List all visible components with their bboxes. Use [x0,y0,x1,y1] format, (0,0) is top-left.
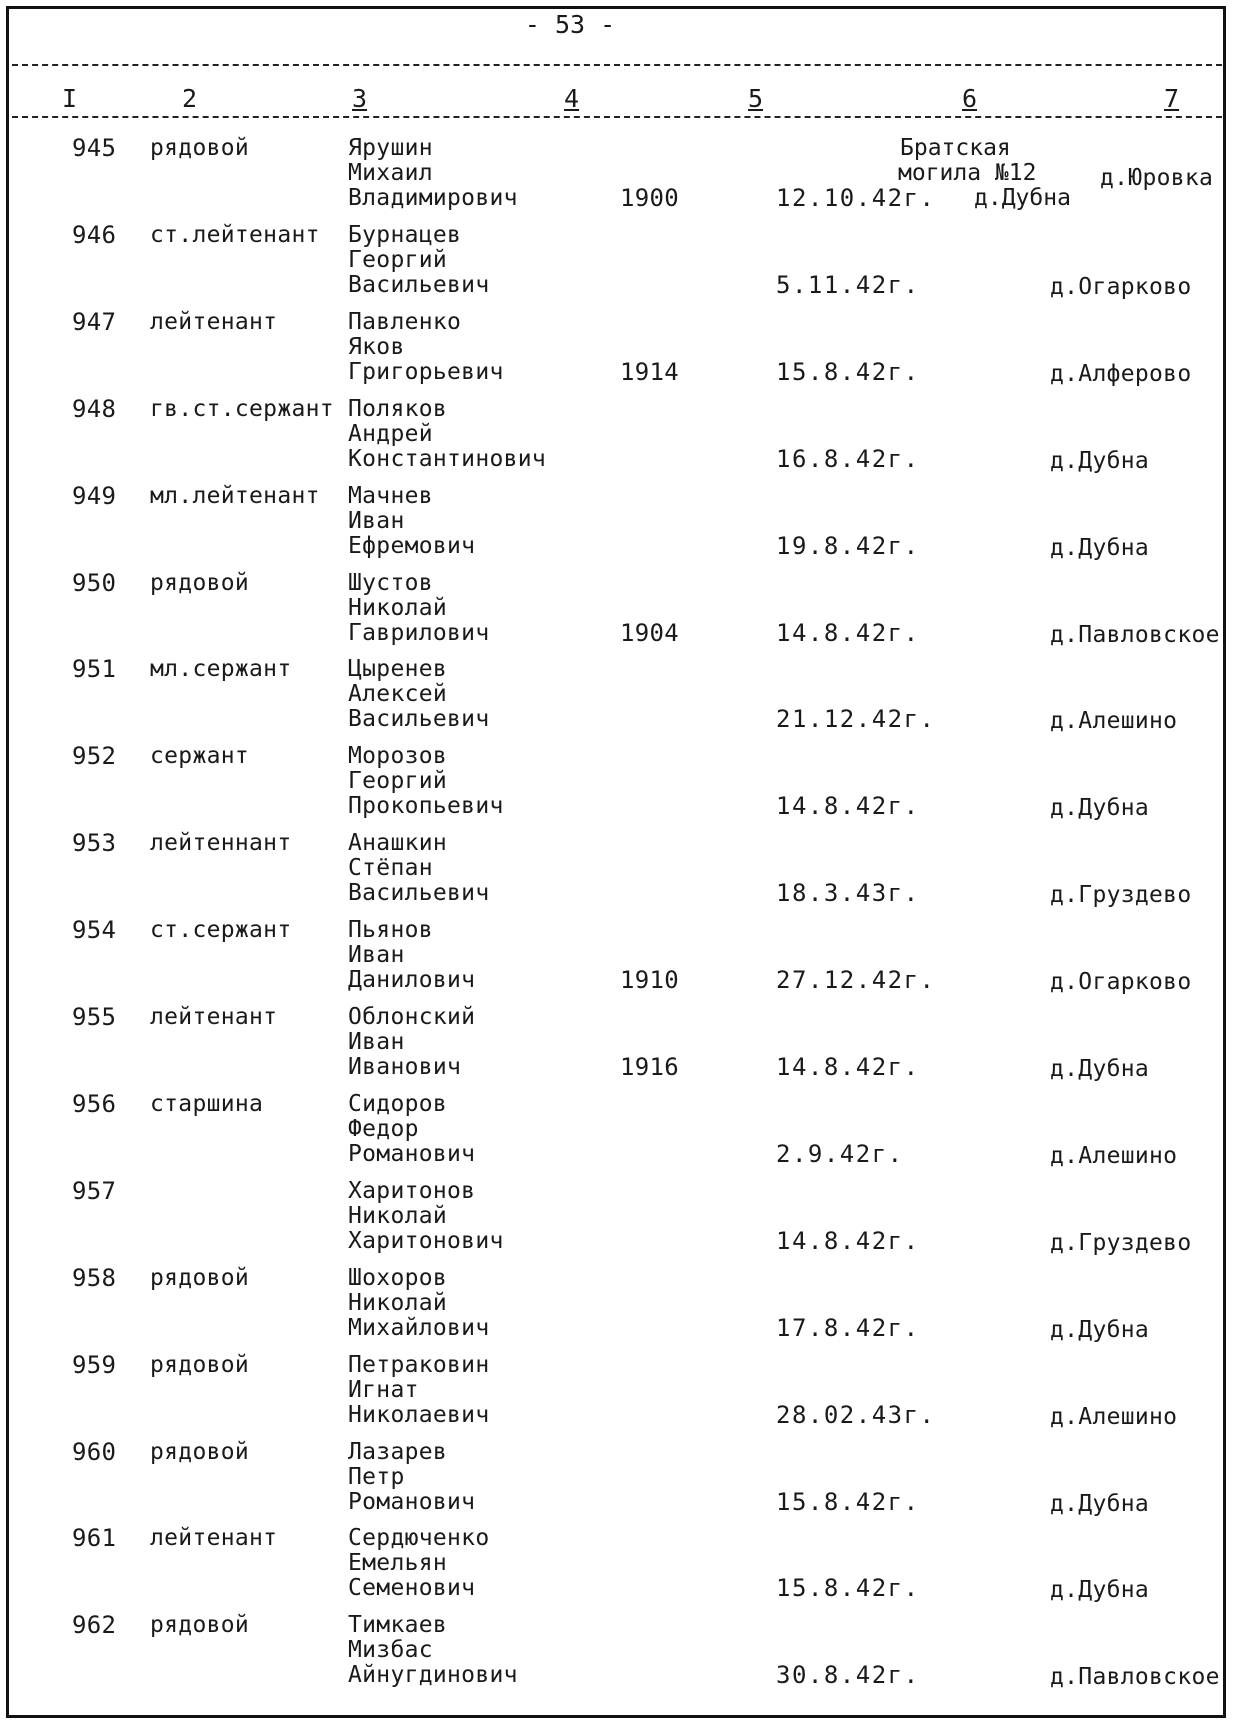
name-first: Николай [348,594,448,621]
rank: рядовой [150,1612,250,1639]
death-date: 21.12.42г. [776,705,936,734]
column-number-7: 7 [1164,84,1180,113]
name-first: Федор [348,1115,419,1142]
table-row [0,219,1236,307]
death-date: 12.10.42г. [776,184,936,212]
death-date: 17.8.42г. [776,1313,920,1342]
name-surname: Поляков [348,395,448,422]
name-first: Емельян [348,1550,448,1577]
column-number-6: 6 [962,84,978,113]
name-surname: Тимкаев [348,1612,448,1639]
death-date: 14.8.42г. [776,792,920,821]
full-name [348,1353,489,1428]
full-name [348,1266,489,1341]
full-name [348,1005,475,1080]
name-patronymic: Семенович [348,1575,476,1602]
full-name [348,484,475,559]
full-name [348,918,475,993]
place: д.Груздево [1050,1229,1192,1256]
rank: рядовой [150,135,250,161]
full-name [348,744,504,819]
name-patronymic: Ефремович [348,532,476,559]
name-patronymic: Михайлович [348,1314,490,1341]
column-number-4: 4 [564,84,580,113]
place: д.Огарково [1050,969,1192,996]
record-number: 952 [72,742,117,771]
page-number: - 53 - [524,10,616,39]
rank: сержант [150,743,250,770]
rank: гв.ст.сержант [150,395,334,422]
full-name [348,657,489,732]
record-number: 950 [72,568,117,597]
table-row [0,306,1236,394]
place: д.Алешино [1050,708,1178,735]
name-patronymic: Константинович [348,445,547,472]
record-number: 947 [72,307,117,336]
rank: ст.лейтенант [150,221,320,248]
name-surname: Цыренев [348,656,448,683]
name-surname: Павленко [348,308,462,335]
name-first: Георгий [348,246,448,273]
place: д.Дубна [1050,1056,1150,1082]
record-number: 945 [72,134,117,162]
name-first: Мизбас [348,1637,433,1664]
column-number-5: 5 [748,84,764,113]
record-number: 957 [72,1176,117,1205]
name-surname: Лазарев [348,1438,448,1465]
rank: старшина [150,1090,264,1117]
column-number-3: 3 [352,84,368,113]
place: д.Груздево [1050,882,1192,909]
place: д.Дубна [1050,447,1150,474]
table-row [0,567,1236,655]
name-patronymic: Васильевич [348,706,490,733]
rank: мл.лейтенант [150,482,320,509]
table-row [0,132,1236,220]
name-surname: Ярушин [348,135,433,161]
death-date: 16.8.42г. [776,444,920,473]
name-patronymic: Романович [348,1488,476,1515]
name-first: Николай [348,1202,448,1229]
header-divider-top [12,64,1222,66]
death-date: 14.8.42г. [776,618,920,647]
table-row [0,740,1236,828]
birth-year: 1904 [620,618,679,647]
name-first: Яков [348,333,405,360]
name-surname: Мачнев [348,482,433,509]
rank: рядовой [150,569,250,596]
header-divider-bottom [12,116,1222,118]
full-name [348,831,489,906]
burial-note-line1: Братская [900,135,1011,161]
record-number: 954 [72,916,117,945]
rank: ст.сержант [150,917,292,944]
record-number: 949 [72,481,117,510]
name-surname: Сердюченко [348,1525,490,1552]
record-number: 946 [72,220,117,249]
death-date: 5.11.42г. [776,270,920,299]
death-date: 27.12.42г. [776,966,936,995]
rank: лейтенант [150,1004,278,1030]
death-date: 14.8.42г. [776,1226,920,1255]
rank: рядовой [150,1264,250,1291]
record-number: 953 [72,829,117,858]
record-number: 948 [72,394,117,423]
rank: лейтенант [150,308,278,335]
full-name [348,397,546,472]
place: д.Огарково [1050,273,1192,300]
name-patronymic: Данилович [348,967,476,994]
column-number-1: I [62,84,78,113]
name-surname: Шохоров [348,1264,448,1291]
rank: лейтеннант [150,830,292,857]
place: д.Дубна [1050,1316,1150,1343]
full-name [348,310,504,385]
record-number: 962 [72,1611,117,1640]
name-surname: Петраковин [348,1351,490,1378]
name-first: Петр [348,1463,405,1490]
record-number: 951 [72,655,117,684]
full-name [348,1440,475,1515]
name-patronymic: Васильевич [348,880,490,907]
birth-year: 1900 [620,184,679,212]
table-row [0,1436,1236,1524]
rank: рядовой [150,1351,250,1378]
table-row [0,1522,1236,1610]
name-first: Иван [348,1029,405,1055]
death-date: 30.8.42г. [776,1661,920,1690]
table-row [0,1088,1236,1176]
place: д.Павловское [1050,1664,1220,1691]
place: д.Павловское [1050,621,1220,648]
name-first: Андрей [348,420,433,447]
table-row [0,1001,1236,1089]
birth-year: 1914 [620,357,679,386]
burial-note-line2: могила №12 [898,160,1037,186]
burial-note-line3: д.Дубна [974,185,1071,211]
table-row [0,1175,1236,1263]
name-patronymic: Прокопьевич [348,793,504,820]
record-number: 956 [72,1089,117,1118]
name-patronymic: Владимирович [348,185,518,211]
record-number: 959 [72,1350,117,1379]
name-surname: Бурнацев [348,221,462,248]
full-name [348,136,518,211]
place: д.Дубна [1050,534,1150,561]
name-first: Михаил [348,160,433,186]
record-number: 960 [72,1437,117,1466]
death-date: 18.3.43г. [776,879,920,908]
birth-year: 1910 [620,966,679,995]
name-surname: Пьянов [348,917,433,944]
column-number-2: 2 [182,84,198,113]
burial-village: д.Юровка [1100,165,1214,191]
name-surname: Харитонов [348,1177,476,1204]
place: д.Дубна [1050,1577,1150,1604]
name-surname: Шустов [348,569,433,596]
table-row [0,1609,1236,1697]
name-first: Стёпан [348,855,433,882]
full-name [348,1092,475,1167]
name-first: Георгий [348,768,448,795]
name-patronymic: Романович [348,1140,476,1167]
name-patronymic: Иванович [348,1054,462,1080]
full-name [348,1613,518,1688]
death-date: 19.8.42г. [776,531,920,560]
death-date: 15.8.42г. [776,1574,920,1603]
rank: рядовой [150,1438,250,1465]
name-first: Игнат [348,1376,419,1403]
full-name [348,1526,489,1601]
name-surname: Облонский [348,1004,476,1030]
full-name [348,223,489,298]
record-number: 958 [72,1263,117,1292]
table-row [0,393,1236,481]
record-number: 961 [72,1524,117,1553]
name-first: Николай [348,1289,448,1316]
name-patronymic: Гаврилович [348,619,490,646]
name-patronymic: Григорьевич [348,358,504,385]
name-surname: Анашкин [348,830,448,857]
place: д.Алферово [1050,360,1192,387]
place: д.Алешино [1050,1403,1178,1430]
death-date: 14.8.42г. [776,1053,920,1081]
table-row [0,480,1236,568]
name-surname: Сидоров [348,1090,448,1117]
name-first: Иван [348,507,405,534]
name-patronymic: Васильевич [348,271,490,298]
birth-year: 1916 [620,1053,679,1081]
name-patronymic: Харитонович [348,1227,504,1254]
name-surname: Морозов [348,743,448,770]
death-date: 28.02.43г. [776,1400,936,1429]
death-date: 15.8.42г. [776,357,920,386]
record-number: 955 [72,1003,117,1031]
name-first: Иван [348,942,405,969]
rank: лейтенант [150,1525,278,1552]
table-row [0,1262,1236,1350]
place: д.Алешино [1050,1142,1178,1169]
name-patronymic: Николаевич [348,1401,490,1428]
table-row [0,914,1236,1002]
table-row [0,1349,1236,1437]
rank: мл.сержант [150,656,292,683]
place: д.Дубна [1050,795,1150,822]
death-date: 15.8.42г. [776,1487,920,1516]
full-name [348,571,489,646]
name-patronymic: Айнугдинович [348,1662,518,1689]
place: д.Дубна [1050,1490,1150,1517]
table-row [0,653,1236,741]
table-row [0,827,1236,915]
full-name [348,1179,504,1254]
name-first: Алексей [348,681,448,708]
death-date: 2.9.42г. [776,1139,904,1168]
